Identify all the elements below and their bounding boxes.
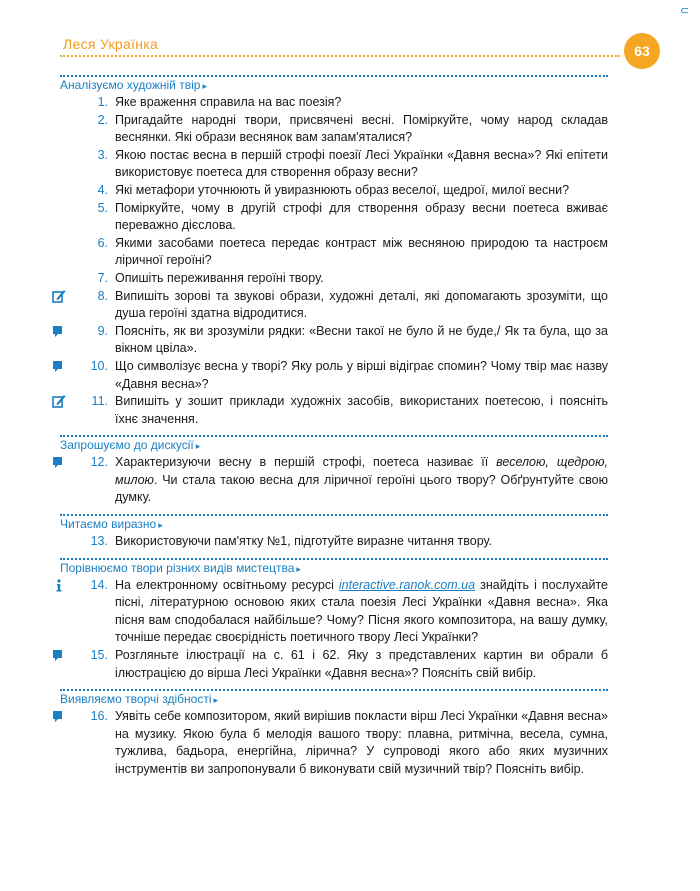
- exercise-text: Які метафори уточнюють й увиразнюють образ веселої, щедрої, милої весни?: [115, 182, 570, 197]
- exercise-number: 9.: [97, 323, 108, 338]
- exercise-number: 14.: [90, 577, 108, 592]
- exercise-item: [48, 112, 608, 147]
- arrow-right-icon: ▸: [202, 81, 207, 91]
- running-header-title: Леся Українка: [63, 36, 159, 52]
- exercise-number: 1.: [97, 95, 108, 109]
- pencil-note-icon: [52, 289, 66, 303]
- exercise-text: Використовуючи пам'ятку №1, підготуйте виразне читання твору.: [115, 534, 493, 549]
- exercise-text: Якими засобами поетеса передає контраст між весняною природою та настроєм ліричної героїні?: [115, 235, 608, 268]
- header-divider: [60, 55, 620, 57]
- text-fragment: . Чи стала такою весна для ліричної героїні цього твору? Обґрунтуйте свою думку.: [115, 472, 608, 505]
- exercise-number: 12.: [90, 455, 108, 470]
- section-title: Порівнюємо твори різних видів мистецтва ▸: [60, 561, 305, 575]
- exercise-text: Опишіть переживання героїні твору.: [115, 270, 324, 285]
- exercise-number: 13.: [90, 534, 108, 549]
- exercise-text: Що символізує весна у творі? Яку роль у вірші відіграє спомин? Чому твір має назву «Давня весна»?: [115, 358, 608, 391]
- section-header: [60, 558, 608, 577]
- exercise-text: Яке враження справила на вас поезія?: [115, 95, 342, 109]
- section-title: Виявляємо творчі здібності ▸: [60, 692, 222, 706]
- exercise-item: [48, 235, 608, 270]
- exercise-number: 7.: [97, 270, 108, 285]
- exercise-item: [48, 270, 608, 288]
- exercise-item: [48, 323, 608, 358]
- exercise-item: [48, 94, 608, 112]
- exercise-item: [48, 454, 608, 507]
- section-header: [60, 435, 608, 454]
- exercise-number: 2.: [97, 112, 108, 127]
- exercise-item: [48, 393, 608, 428]
- exercise-item: [48, 200, 608, 235]
- text-fragment: Характеризуючи весну в першій строфі, поетеса називає її: [115, 455, 497, 470]
- exercise-number: 3.: [97, 147, 108, 162]
- section-title: Аналізуємо художній твір ▸: [60, 78, 211, 92]
- speech-bubble-icon: [52, 359, 66, 373]
- exercise-number: 16.: [90, 709, 108, 724]
- text-fragment: На електронному освітньому ресурсі: [115, 577, 339, 592]
- exercise-number: 15.: [90, 648, 108, 663]
- exercise-item: [48, 708, 608, 778]
- page-number-badge: 63: [624, 33, 660, 69]
- arrow-right-icon: ▸: [195, 441, 201, 452]
- exercise-number: 4.: [97, 182, 108, 197]
- section-gap: [48, 682, 608, 686]
- exercise-item: [48, 647, 608, 682]
- speech-bubble-icon: [52, 648, 66, 662]
- exercise-text: Якою постає весна в першій строфі поезії Лесі Українки «Давня весна»? Які епітети використовує поетеса для створення образу весни?: [115, 147, 608, 180]
- exercise-text: Поясніть, як ви зрозуміли рядки: «Весни такої не було й не буде,/ Як та була, що за вікном цвіла».: [115, 323, 608, 356]
- exercise-list: [48, 72, 608, 783]
- speech-bubble-icon: [52, 324, 66, 338]
- exercise-number: 11.: [91, 394, 108, 409]
- exercise-item: [48, 147, 608, 182]
- section-header: [60, 689, 608, 708]
- exercise-text: [115, 577, 608, 647]
- exercise-text: Поміркуйте, чому в другій строфі для створення образу весни поетеса вживає переважно дієслова.: [115, 200, 608, 233]
- exercise-item: [48, 533, 608, 551]
- exercise-text: Уявіть себе композитором, який вирішив покласти вірш Лесі Українки «Давня весна» на музику. Якою була б мелодія вашого твору: плавна, ритмічна, весела, сумна, тужлива, бадьора, енергійна, лірична? У супроводі якого або яких музичних інструментів ви запропонували б виконувати свій музичний твір? Поясніть вибір.: [115, 709, 608, 776]
- speech-bubble-icon: [52, 455, 66, 469]
- section-gap: [48, 551, 608, 555]
- exercise-item: [48, 358, 608, 393]
- exercise-text: [115, 454, 608, 507]
- resource-link[interactable]: interactive.ranok.com.ua: [338, 577, 476, 592]
- exercise-item: [48, 182, 608, 200]
- emphasis-text: веселою, щедрою, милою: [115, 455, 608, 487]
- exercise-number: 5.: [97, 200, 108, 215]
- text-fragment: знайдіть і послухайте пісні, літературною основою яких стала поезія Лесі Українки «Давня весна». Яка пісня вам сподобалася найбільше? Чому? Пісня якого композитора, на вашу думку, точніше передає своєрідність поетичного твору Лесі Українки?: [115, 577, 609, 645]
- exercise-item: [48, 577, 608, 647]
- info-icon: [52, 578, 66, 592]
- exercise-text: Випишіть зорові та звукові образи, художні деталі, які допомагають зрозуміти, що душа героїні здатна відродитися.: [115, 288, 608, 321]
- pencil-note-icon: [52, 394, 66, 408]
- arrow-right-icon: ▸: [213, 695, 219, 706]
- section-header: [60, 514, 608, 533]
- speech-bubble-icon: [52, 709, 66, 723]
- section-gap: [48, 507, 608, 511]
- section-title: Запрошуємо до дискусії ▸: [60, 438, 204, 452]
- exercise-text: Випишіть у зошит приклади художніх засобів, використаних поетесою, і поясніть їхнє значення.: [115, 394, 608, 426]
- exercise-number: 6.: [97, 235, 108, 250]
- section-gap: [48, 779, 608, 783]
- exercise-text: Розгляньте ілюстрації на с. 61 і 62. Яку з представлених картин ви обрали б ілюстрацією до вірша Лесі Українки «Давня весна»? Поясніть свій вибір.: [115, 648, 608, 680]
- exercise-number: 8.: [97, 288, 108, 303]
- exercise-number: 10.: [90, 358, 108, 373]
- corner-mark: ⊂: [680, 5, 690, 17]
- arrow-right-icon: ▸: [158, 520, 163, 531]
- section-header: [60, 75, 608, 94]
- section-gap: [48, 428, 608, 432]
- exercise-text: Пригадайте народні твори, присвячені весні. Поміркуйте, чому народ складав веснянки. Які образи веснянок вам запам'яталися?: [115, 112, 608, 145]
- section-title: Читаємо виразно ▸: [60, 517, 167, 531]
- exercise-item: [48, 288, 608, 323]
- arrow-right-icon: ▸: [296, 563, 301, 574]
